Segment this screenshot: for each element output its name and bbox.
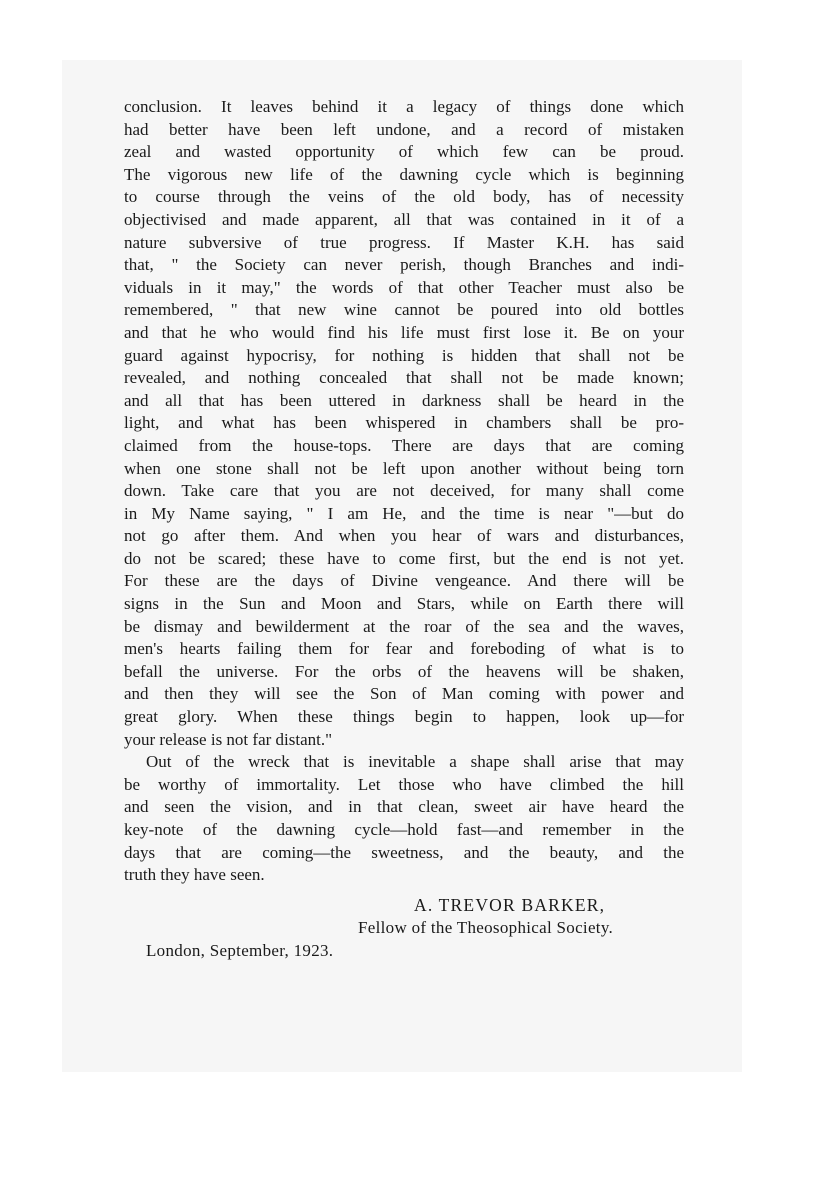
author-affiliation: Fellow of the Theosophical Society.: [358, 918, 614, 937]
text-line: objectivised and made apparent, all that was contained in it of a: [124, 209, 684, 229]
body-text: [124, 96, 684, 887]
text-line: your release is not far distant.": [124, 729, 333, 749]
text-line: befall the universe. For the orbs of the heavens will be shaken,: [124, 661, 684, 681]
text-line: and then they will see the Son of Man coming with power and: [124, 684, 684, 704]
text-line: men's hearts failing them for fear and foreboding of what is to: [124, 639, 684, 659]
text-line: and seen the vision, and in that clean, sweet air have heard the: [124, 797, 684, 817]
text-line: light, and what has been whispered in chambers shall be pro-: [124, 413, 684, 433]
text-line: The vigorous new life of the dawning cycle which is beginning: [124, 164, 684, 184]
text-line: that, " the Society can never perish, though Branches and indi-: [124, 255, 684, 275]
text-line: key-note of the dawning cycle—hold fast—and remember in the: [124, 820, 684, 839]
text-line: down. Take care that you are not deceived, for many shall come: [124, 481, 684, 501]
text-line: and all that has been uttered in darkness shall be heard in the: [124, 390, 684, 410]
place-and-date: London, September, 1923.: [146, 941, 334, 960]
text-line: claimed from the house-tops. There are days that are coming: [124, 435, 684, 455]
text-line: For these are the days of Divine vengeance. And there will be: [124, 571, 684, 591]
text-line: revealed, and nothing concealed that shall not be made known;: [124, 368, 684, 388]
text-line: remembered, " that new wine cannot be poured into old bottles: [124, 300, 684, 320]
text-line: guard against hypocrisy, for nothing is hidden that shall not be: [124, 345, 684, 365]
text-line: be worthy of immortality. Let those who have climbed the hill: [124, 774, 684, 794]
text-line: had better have been left undone, and a record of mistaken: [124, 119, 684, 139]
text-line: in My Name saying, " I am He, and the time is near "—but do: [124, 503, 684, 523]
author-name: A. TREVOR BARKER,: [414, 895, 606, 915]
text-line: signs in the Sun and Moon and Stars, while on Earth there will: [124, 594, 684, 614]
text-line: be dismay and bewilderment at the roar of the sea and the waves,: [124, 616, 684, 636]
text-line: truth they have seen.: [124, 865, 265, 885]
text-line: zeal and wasted opportunity of which few can be proud.: [124, 142, 684, 162]
text-line: conclusion. It leaves behind it a legacy of things done which: [124, 97, 684, 116]
text-line: and that he who would find his life must first lose it. Be on your: [124, 322, 684, 342]
text-line: viduals in it may," the words of that other Teacher must also be: [124, 277, 684, 297]
text-line: great glory. When these things begin to happen, look up—for: [124, 707, 684, 727]
paragraph-2: [124, 751, 684, 887]
paragraph-1: [124, 96, 684, 751]
text-line: when one stone shall not be left upon another without being torn: [124, 458, 684, 478]
text-line: to course through the veins of the old body, has of necessity: [124, 187, 684, 207]
text-line: not go after them. And when you hear of wars and disturbances,: [124, 526, 684, 546]
text-line: do not be scared; these have to come first, but the end is not yet.: [124, 548, 684, 568]
text-line: nature subversive of true progress. If Master K.H. has said: [124, 232, 684, 252]
text-line: days that are coming—the sweetness, and the beauty, and the: [124, 842, 684, 862]
text-line: Out of the wreck that is inevitable a shape shall arise that may: [146, 752, 684, 772]
